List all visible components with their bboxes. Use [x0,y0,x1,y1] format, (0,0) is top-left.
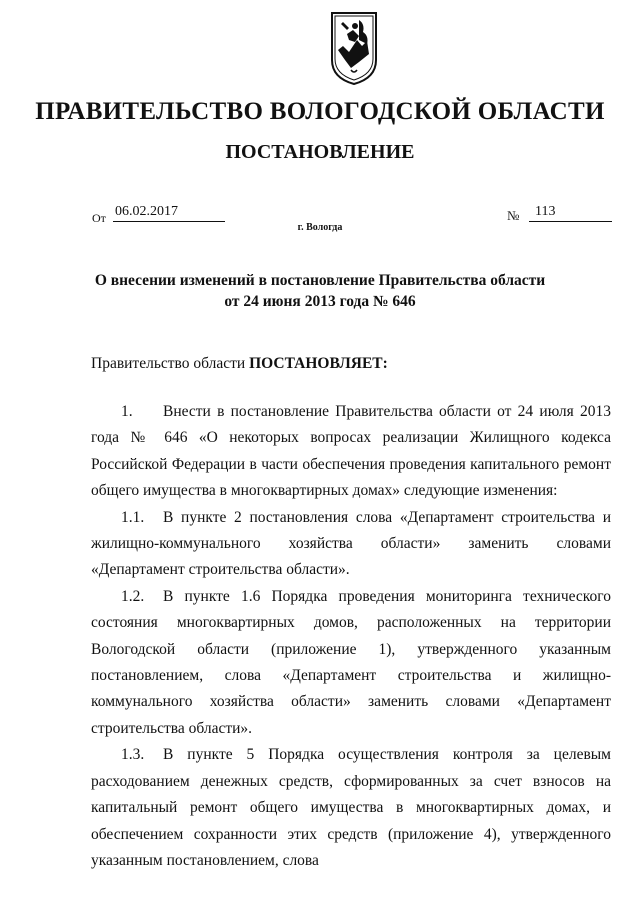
document-number: 113 [529,203,612,222]
number-prefix: № [507,208,520,223]
title-line-1: О внесении изменений в постановление Правительства области [94,272,546,289]
item-number: 1.2. [121,587,145,605]
document-type: ПОСТАНОВЛЕНИЕ [225,141,415,163]
decree-statement [91,355,388,373]
item-number: 1. [121,403,133,420]
list-item [91,584,611,742]
city: г. Вологда [297,222,343,233]
document-body [91,399,611,874]
item-text: В пункте 1.6 Порядка проведения мониторинга технического состояния многоквартирных домов, расположенных на территории Вологодской области (приложение 1), утвержденного указанным постановлением, слова «Департамент строительства и жилищно-коммунального хозяйства области» заменить словами «Департамент строительства области». [91,587,611,737]
coat-of-arms-emblem [329,10,379,86]
list-item [91,742,611,874]
decree-verb: ПОСТАНОВЛЯЕТ: [249,355,388,372]
item-text: В пункте 5 Порядка осуществления контроля за целевым расходованием денежных средств, сформированных за счет взносов на капитальный ремонт общего имущества в многоквартирных домах, и обеспечением сохранности этих средств (приложение 4), утвержденного указанным постановлением, слова [91,746,611,869]
title-line-2: от 24 июня 2013 года № 646 [224,293,416,310]
date-prefix: От [92,211,106,225]
item-text: В пункте 2 постановления слова «Департамент строительства и жилищно-коммунального хозяйства области» заменить словами «Департамент строительства области». [91,508,611,579]
document-date: 06.02.2017 [113,203,225,222]
organization-title: ПРАВИТЕЛЬСТВО ВОЛОГОДСКОЙ ОБЛАСТИ [35,98,605,125]
item-number: 1.3. [121,746,145,764]
document-title [0,270,640,312]
item-number: 1.1. [121,508,145,526]
item-text: Внести в постановление Правительства области от 24 июля 2013 года № 646 «О некоторых вопросах реализации Жилищного кодекса Российской Федерации в части обеспечения проведения капитального ремонт общего имущества в многоквартирных домах» следующие изменения: [91,403,611,500]
list-item [91,399,611,505]
decree-prefix: Правительство области [91,355,250,372]
list-item [91,505,611,584]
